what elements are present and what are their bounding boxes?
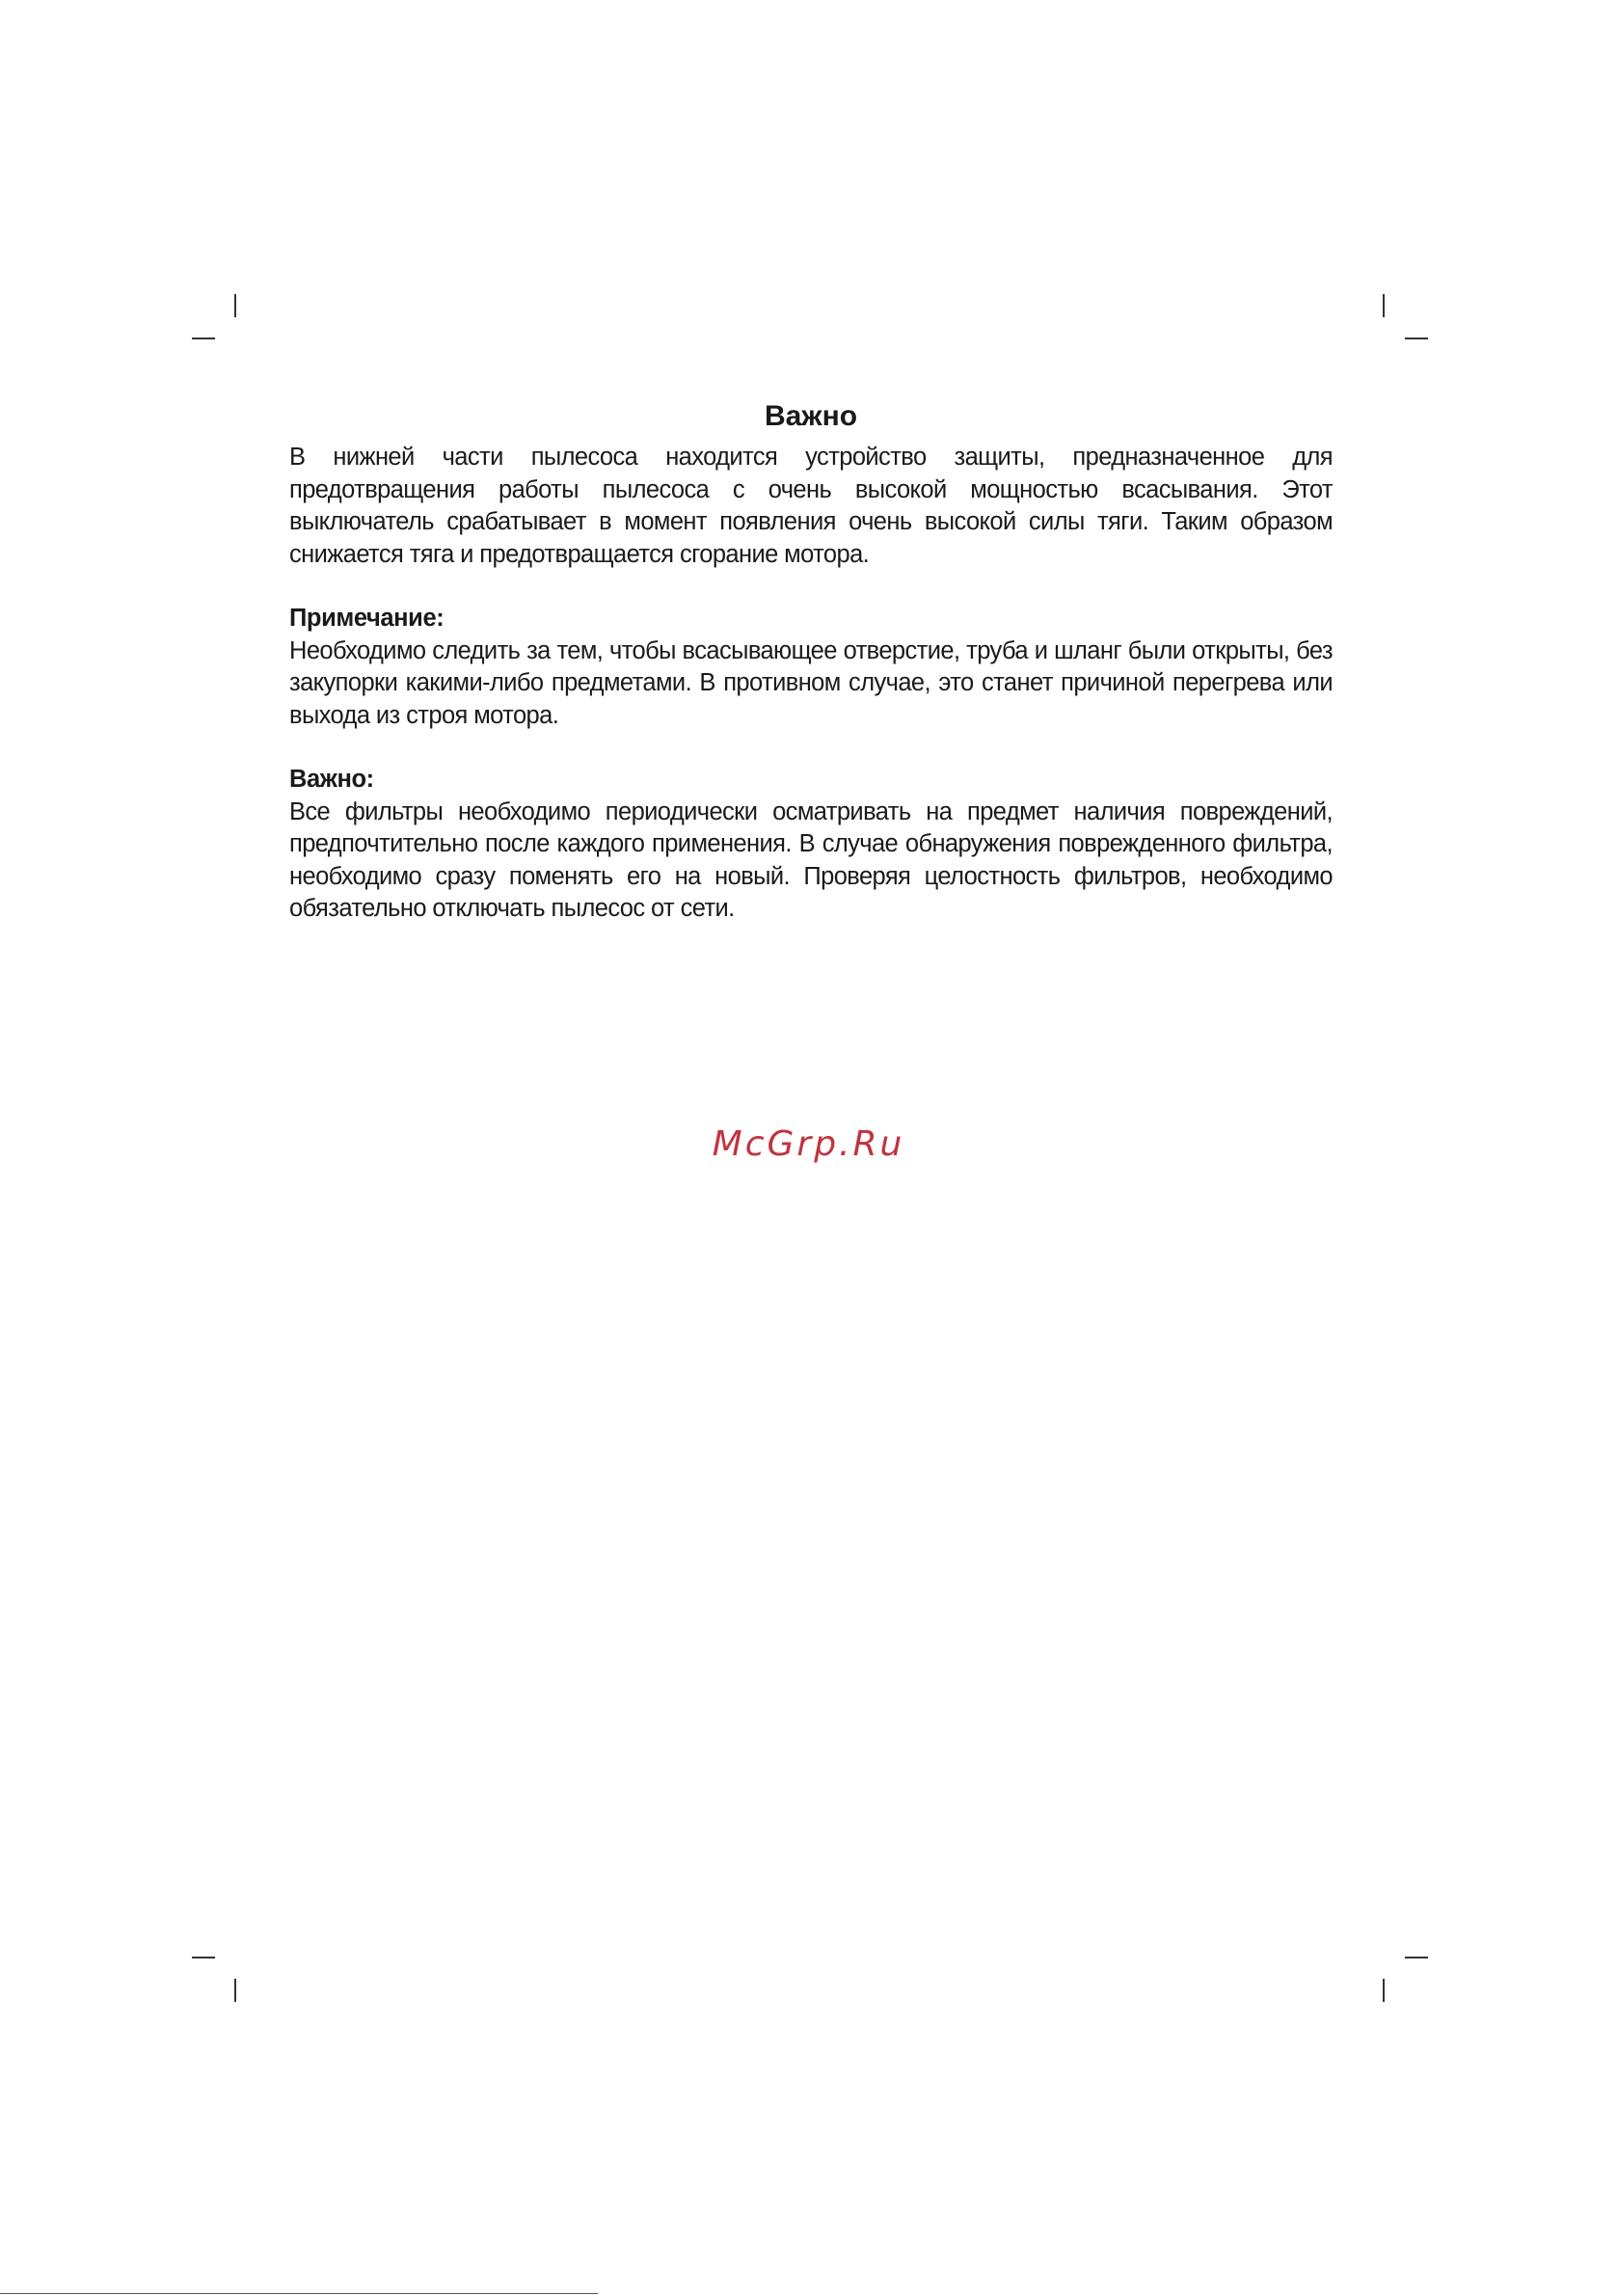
footer-line <box>0 2293 598 2294</box>
intro-paragraph: В нижней части пылесоса находится устройство защиты, предназначенное для предотвращения работы пылесоса с очень высокой мощностью всасывания. Этот выключатель срабатывает в момент появления очень высокой силы тяги. Таким образом снижается тяга и предотвращается сгорание мотора. <box>289 444 1333 568</box>
important-section <box>289 764 1333 926</box>
watermark-text: McGrp.Ru <box>712 1124 905 1164</box>
note-section <box>289 603 1333 732</box>
document-content <box>289 393 1333 926</box>
crop-mark-top-left-vertical <box>234 294 236 317</box>
crop-mark-bottom-right-horizontal <box>1405 1957 1428 1958</box>
note-heading: Примечание: <box>289 605 445 632</box>
crop-mark-top-right-horizontal <box>1405 338 1428 339</box>
crop-mark-bottom-left-vertical <box>234 1979 236 2002</box>
important-body: Все фильтры необходимо периодически осматривать на предмет наличия повреждений, предпочтительно после каждого применения. В случае обнаружения поврежденного фильтра, необходимо сразу поменять его на новый. Проверяя целостность фильтров, необходимо обязательно отключать пылесос от сети. <box>289 797 1333 922</box>
crop-mark-top-right-vertical <box>1383 294 1385 317</box>
crop-mark-bottom-right-vertical <box>1383 1979 1385 2002</box>
crop-mark-bottom-left-horizontal <box>192 1957 215 1958</box>
crop-mark-top-left-horizontal <box>192 338 215 339</box>
page-title: Важно <box>764 400 858 432</box>
note-body: Необходимо следить за тем, чтобы всасывающее отверстие, труба и шланг были открыты, без закупорки какими-либо предметами. В противном случае, это станет причиной перегрева или выхода из строя мотора. <box>289 636 1333 729</box>
important-heading: Важно: <box>289 766 374 793</box>
